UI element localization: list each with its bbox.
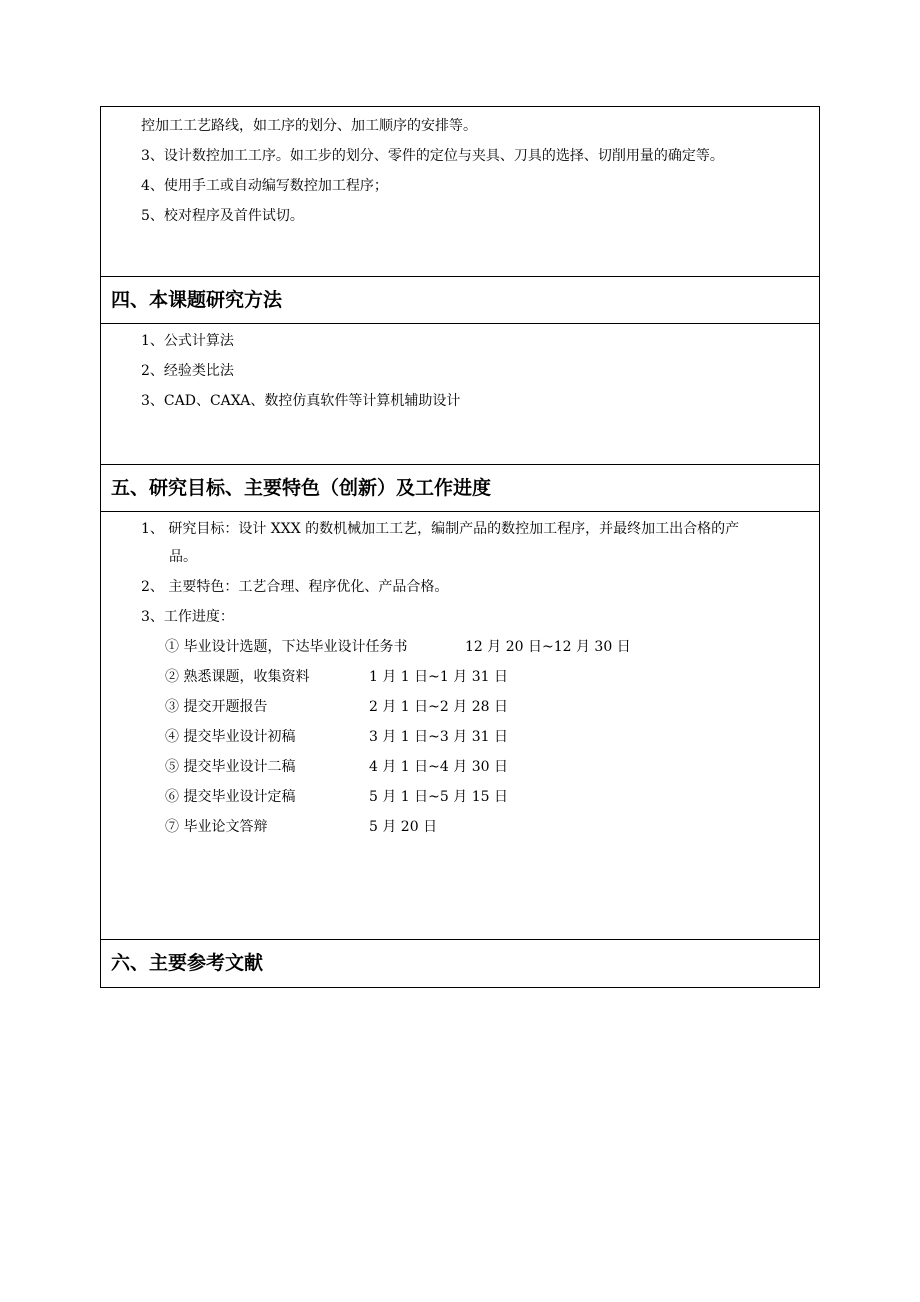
method-2: 2、经验类比法 bbox=[141, 363, 234, 379]
schedule-date: 5 月 1 日~5 月 15 日 bbox=[369, 789, 508, 805]
schedule-task: ③ 提交开题报告 bbox=[165, 699, 268, 715]
goal-line-2: 品。 bbox=[169, 549, 197, 565]
schedule-task: ② 熟悉课题，收集资料 bbox=[165, 669, 310, 685]
method-3: 3、CAD、CAXA、数控仿真软件等计算机辅助设计 bbox=[141, 393, 461, 409]
schedule-date: 5 月 20 日 bbox=[369, 819, 438, 835]
schedule-item-5 bbox=[165, 756, 508, 776]
schedule-task: ⑥ 提交毕业设计定稿 bbox=[165, 789, 296, 805]
schedule-item-6 bbox=[165, 786, 508, 806]
feature-line: 2、 主要特色：工艺合理、程序优化、产品合格。 bbox=[141, 579, 449, 595]
section-6-heading: 六、主要参考文献 bbox=[111, 952, 264, 974]
schedule-date: 2 月 1 日~2 月 28 日 bbox=[369, 699, 508, 715]
goal-line-1: 1、 研究目标：设计 XXX 的数机械加工工艺，编制产品的数控加工程序，并最终加工出合格的产 bbox=[141, 521, 740, 537]
section-4-content bbox=[101, 324, 819, 465]
section-3-line-1: 控加工工艺路线，如工序的划分、加工顺序的安排等。 bbox=[141, 118, 477, 134]
section-3-line-2: 3、设计数控加工工序。如工步的划分、零件的定位与夹具、刀具的选择、切削用量的确定等。 bbox=[141, 148, 724, 164]
progress-label: 3、工作进度： bbox=[141, 609, 234, 625]
schedule-item-1 bbox=[165, 636, 631, 656]
schedule-task: ⑤ 提交毕业设计二稿 bbox=[165, 759, 296, 775]
schedule-date: 3 月 1 日~3 月 31 日 bbox=[369, 729, 508, 745]
section-3-line-4: 5、校对程序及首件试切。 bbox=[141, 208, 304, 224]
section-5-content bbox=[101, 512, 819, 940]
schedule-item-7 bbox=[165, 816, 438, 836]
schedule-task: ① 毕业设计选题，下达毕业设计任务书 bbox=[165, 639, 408, 655]
schedule-item-3 bbox=[165, 696, 508, 716]
schedule-task: ④ 提交毕业设计初稿 bbox=[165, 729, 296, 745]
schedule-item-2 bbox=[165, 666, 508, 686]
schedule-item-4 bbox=[165, 726, 508, 746]
proposal-table bbox=[100, 106, 820, 988]
section-5-heading: 五、研究目标、主要特色（创新）及工作进度 bbox=[101, 465, 819, 512]
section-4-heading: 四、本课题研究方法 bbox=[101, 277, 819, 324]
section-3-line-3: 4、使用手工或自动编写数控加工程序； bbox=[141, 178, 388, 194]
section-3-content bbox=[101, 107, 819, 277]
schedule-date: 4 月 1 日~4 月 30 日 bbox=[369, 759, 508, 775]
method-1: 1、公式计算法 bbox=[141, 333, 234, 349]
schedule-date: 12 月 20 日~12 月 30 日 bbox=[465, 639, 631, 655]
schedule-date: 1 月 1 日~1 月 31 日 bbox=[369, 669, 508, 685]
schedule-task: ⑦ 毕业论文答辩 bbox=[165, 819, 268, 835]
